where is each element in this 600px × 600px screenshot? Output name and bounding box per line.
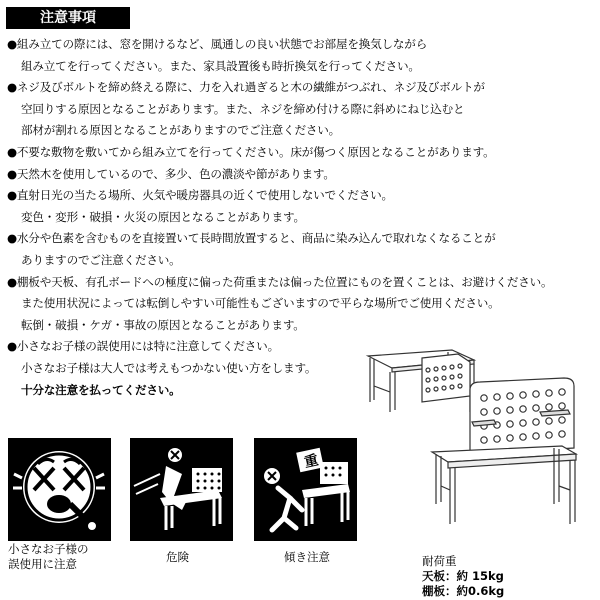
section-title: 注意事項 (6, 7, 130, 29)
load-row-shelf: 棚板：約0.6kg (422, 584, 505, 598)
note-line: ●水分や色素を含むものを直接置いて長時間放置すると、商品に染み込んで取れなくなることが (7, 231, 496, 246)
warning-danger (130, 438, 233, 541)
note-item (7, 77, 595, 142)
note-line: ●棚板や天板、有孔ボードへの極度に偏った荷重または偏った位置にものを置くことは、お避けください。 (7, 274, 553, 289)
note-line: ありますのでご注意ください。 (21, 252, 181, 267)
note-line: 組み立てを行ってください。また、家具設置後も時折換気を行ってください。 (21, 58, 420, 73)
caption-danger: 危険 (166, 550, 189, 564)
caption-tipping: 傾き注意 (284, 550, 330, 564)
note-line: ●不要な敷物を敷いてから組み立てを行ってください。床が傷つく原因となることがあります。 (7, 144, 495, 159)
note-line: 転倒・破損・ケガ・事故の原因となることがあります。 (21, 317, 305, 332)
warning-tipping (254, 438, 357, 541)
danger-icon (130, 438, 233, 541)
note-item (7, 272, 595, 337)
note-line: 小さなお子様は大人では考えもつかない使い方をします。 (21, 360, 317, 375)
warning-child-misuse (8, 438, 111, 541)
note-line: 部材が割れる原因となることがありますのでご注意ください。 (21, 123, 341, 138)
note-line: ●直射日光の当たる場所、火気や暖房器具の近くで使用しないでください。 (7, 188, 393, 203)
caption-child-misuse (8, 542, 89, 572)
note-line: ●小さなお子様の誤使用には特に注意してください。 (7, 339, 279, 354)
note-line: 空回りする原因となることがあります。また、ネジを締め付ける際に斜めにねじ込むと (21, 101, 465, 116)
note-line: ●組み立ての際には、窓を開けるなど、風通しの良い状態でお部屋を換気しながら (7, 37, 428, 51)
weight-label: 重 (302, 452, 320, 472)
note-item (7, 164, 595, 186)
tipping-icon (254, 438, 357, 541)
note-line: 十分な注意を払ってください。 (21, 382, 181, 397)
note-item (7, 228, 595, 271)
note-item (7, 185, 595, 228)
load-row-top: 天板：約 15kg (422, 569, 504, 583)
note-item (7, 142, 595, 164)
note-line: ●天然木を使用しているので、多少、色の濃淡や節があります。 (7, 166, 335, 181)
child-misuse-icon (8, 438, 111, 541)
note-line: また使用状況によっては転倒しやすい可能性もございますので平らな場所でご使用ください。 (21, 296, 500, 311)
note-line: 変色・変形・破損・火災の原因となることがあります。 (21, 209, 305, 224)
load-capacity (422, 554, 504, 599)
caption-line: 誤使用に注意 (8, 557, 77, 571)
note-item (7, 34, 595, 77)
caption-line: 小さなお子様の (8, 542, 89, 556)
desk-illustration (362, 328, 592, 538)
load-heading: 耐荷重 (422, 554, 457, 568)
note-line: ●ネジ及びボルトを締め終える際に、力を入れ過ぎると木の繊維がつぶれ、ネジ及びボルトが (7, 80, 485, 95)
